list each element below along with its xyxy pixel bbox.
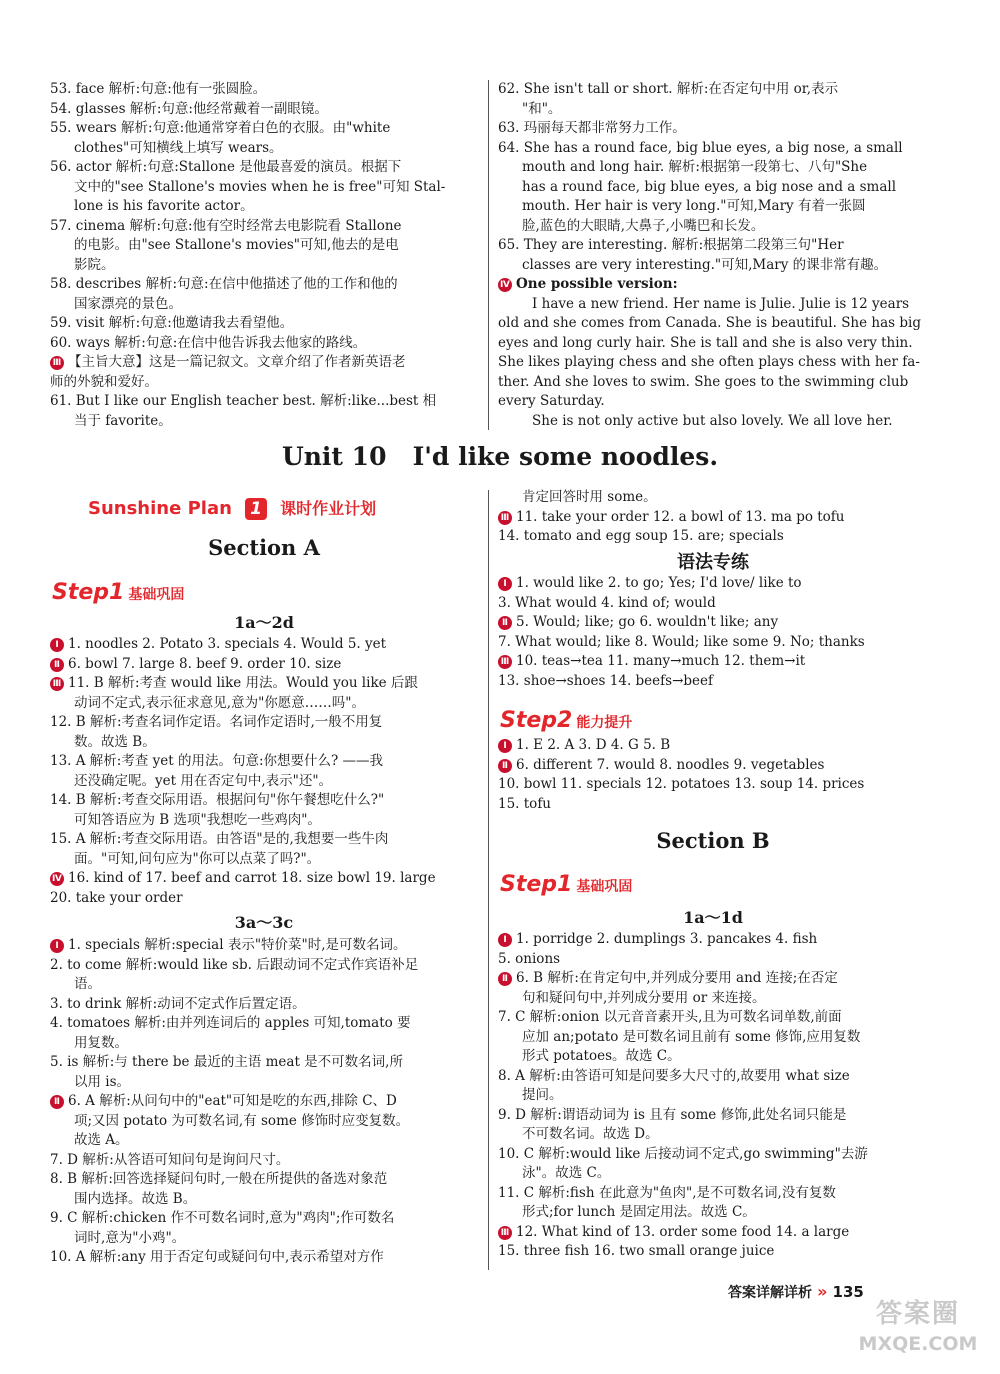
watermark-logo: [848, 1296, 988, 1366]
answer-line: 58. describes 解析:句意:在信中他描述了他的工作和他的: [50, 276, 398, 292]
section-badge: Ⅲ: [50, 356, 64, 370]
answer-line: 57. cinema 解析:句意:他有空时经常去电影院看 Stallone: [50, 217, 402, 234]
step-cn: 能力提升: [576, 715, 633, 731]
answer-line: 7. What would; like 8. Would; like some 9. No; thanks: [498, 633, 865, 650]
answer-line: 应加 an;potato 是可数名词且前有 some 修饰,应用复数: [522, 1028, 861, 1045]
section-badge: Ⅱ: [498, 616, 512, 630]
answer-line: 12. B 解析:考查名词作定语。名词作定语时,一般不用复: [50, 714, 383, 730]
step-word: Step: [52, 580, 110, 605]
answer-line: clothes"可知横线上填写 wears。: [74, 139, 283, 156]
answer-line: 64. She has a round face, big blue eyes, a big nose, a small: [498, 139, 903, 156]
answer-line: 面。"可知,问句应为"你可以点菜了吗?"。: [74, 850, 321, 867]
section-badge: Ⅳ: [50, 872, 64, 886]
answer-line: 54. glasses 解析:句意:他经常戴着一副眼镜。: [50, 100, 328, 117]
essay-line: ther. And she loves to swim. She goes to the swimming club: [498, 373, 909, 390]
section-badge: Ⅱ: [498, 972, 512, 986]
step-word: Step: [500, 872, 558, 897]
answer-line: classes are very interesting."可知,Mary 的课非常有趣。: [522, 256, 888, 273]
answer-line: 15. A 解析:考查交际用语。由答语"是的,我想要一些牛肉: [50, 831, 389, 847]
answer-line: 12. What kind of 13. order some food 14. a large: [516, 1223, 850, 1240]
column-divider-top: [488, 80, 489, 430]
answer-line: 不可数名词。故选 D。: [522, 1126, 659, 1142]
step-number: 1: [109, 580, 125, 605]
step2-block: [498, 736, 928, 814]
answer-line: 13. A 解析:考查 yet 的用法。句意:你想要什么? ——我: [50, 753, 384, 769]
section-badge: Ⅲ: [498, 655, 512, 669]
answer-line: 5. is 解析:与 there be 最近的主语 meat 是不可数名词,所: [50, 1054, 403, 1070]
answer-line: 63. 玛丽每天都非常努力工作。: [498, 120, 686, 136]
answer-line: 以用 is。: [74, 1073, 131, 1090]
answer-line: 1. would like 2. to go; Yes; I'd love/ like to: [516, 575, 802, 591]
answer-line: 1. specials 解析:special 表示"特价菜"时,是可数名词。: [68, 937, 407, 953]
answer-line: 10. teas→tea 11. many→much 12. them→it: [516, 653, 806, 669]
answer-line: 5. onions: [498, 950, 561, 967]
section-badge: Ⅰ: [498, 739, 512, 753]
answer-line: 59. visit 解析:句意:他邀请我去看望他。: [50, 315, 294, 331]
answer-line: 4. tomatoes 解析:由并列连词后的 apples 可知,tomato 要: [50, 1015, 411, 1031]
step-number: 1: [557, 872, 573, 897]
plan-number: 1: [245, 498, 267, 520]
step1-bar-a: [52, 580, 184, 610]
answer-line: 句和疑问句中,并列成分要用 or 来连接。: [522, 989, 766, 1006]
answer-line: 13. shoe→shoes 14. beefs→beef: [498, 672, 714, 689]
step-cn: 基础巩固: [576, 879, 633, 895]
answer-line: 当于 favorite。: [74, 412, 172, 429]
answer-line: 10. C 解析:would like 后接动词不定式,go swimming"去游: [498, 1145, 868, 1162]
answer-line: 可知答语应为 B 选项"我想吃一些鸡肉"。: [74, 811, 321, 828]
section-badge: Ⅱ: [50, 658, 64, 672]
answer-line: 1. noodles 2. Potato 3. specials 4. Would 5. yet: [68, 636, 387, 652]
sunshine-plan-header: [88, 496, 376, 522]
section-badge: Ⅰ: [50, 939, 64, 953]
answer-line: 9. C 解析:chicken 作不可数名词时,意为"鸡肉";作可数名: [50, 1210, 395, 1226]
grammar-title: 语法专练: [677, 552, 749, 573]
answer-line: 泳"。故选 C。: [522, 1165, 611, 1181]
section-badge: Ⅰ: [50, 638, 64, 652]
answer-line: 10. bowl 11. specials 12. potatoes 13. soup 14. prices: [498, 776, 865, 792]
answer-line: 6. different 7. would 8. noodles 9. vegetables: [516, 756, 825, 773]
essay-line: She is not only active but also lovely. We all love her.: [532, 412, 893, 429]
answer-line: 11. B 解析:考查 would like 用法。Would you like 后跟: [68, 675, 418, 691]
plan-name: Sunshine Plan: [88, 498, 232, 519]
answer-line: 肯定回答时用 some。: [522, 489, 657, 505]
step-number: 2: [557, 708, 573, 733]
answer-line: 用复数。: [74, 1034, 128, 1051]
answer-line: 数。故选 B。: [74, 733, 156, 750]
essay-line: She likes playing chess and she often plays chess with her fa-: [498, 354, 920, 370]
top-right-column: [498, 80, 928, 431]
right-top-block: [498, 488, 928, 547]
answer-line: mouth and long hair. 解析:根据第一段第七、八句"She: [522, 159, 868, 175]
answer-line: 7. D 解析:从答语可知问句是询问尺寸。: [50, 1151, 290, 1168]
grammar-block: [498, 574, 928, 691]
sectionb-block: [498, 930, 928, 1262]
section-badge: Ⅱ: [498, 759, 512, 773]
answer-line: 55. wears 解析:句意:他通常穿着白色的衣服。由"white: [50, 120, 391, 136]
answer-line: 国家漂亮的景色。: [74, 295, 182, 312]
answer-line: 提问。: [522, 1087, 563, 1103]
answer-line: 5. Would; like; go 6. wouldn't like; any: [516, 614, 779, 630]
answer-line: 65. They are interesting. 解析:根据第二段第三句"Her: [498, 237, 844, 253]
step2-bar: [500, 708, 632, 738]
answer-line: 15. tofu: [498, 795, 552, 812]
range-title: 1a～2d: [234, 613, 294, 632]
section-badge: Ⅳ: [498, 278, 512, 292]
range-title: 1a～1d: [683, 908, 743, 927]
answer-line: "和"。: [522, 100, 562, 117]
answer-line: 53. face 解析:句意:他有一张圆脸。: [50, 81, 267, 97]
answer-line: 11. take your order 12. a bowl of 13. ma po tofu: [516, 508, 845, 525]
answer-line: 影院。: [74, 256, 115, 273]
answer-line: 14. B 解析:考查交际用语。根据问句"你午餐想吃什么?": [50, 792, 385, 808]
essay-line: old and she comes from Canada. She is beautiful. She has big: [498, 315, 921, 331]
answer-line: 脸,蓝色的大眼睛,大鼻子,小嘴巴和长发。: [522, 217, 765, 234]
answer-line: 形式;for lunch 是固定用法。故选 C。: [522, 1204, 756, 1220]
answer-line: 形式 potatoes。故选 C。: [522, 1048, 681, 1064]
answer-line: 7. C 解析:onion 以元音音素开头,且为可数名词单数,前面: [498, 1009, 842, 1025]
answer-line: 1. porridge 2. dumplings 3. pancakes 4. fish: [516, 931, 818, 947]
section-badge: Ⅰ: [498, 933, 512, 947]
answer-line: 14. tomato and egg soup 15. are; specials: [498, 528, 784, 544]
step-cn: 基础巩固: [128, 587, 185, 603]
summary-line: 师的外貌和爱好。: [50, 373, 158, 390]
answer-line: 的电影。由"see Stallone's movies"可知,他去的是电: [74, 237, 399, 253]
range-title: 3a～3c: [234, 913, 294, 932]
answer-line: 围内选择。故选 B。: [74, 1190, 197, 1207]
section-badge: Ⅲ: [50, 677, 64, 691]
left-block-2: [50, 936, 478, 1268]
left-block-1: [50, 635, 478, 908]
essay-title: One possible version:: [516, 276, 678, 292]
section-badge: Ⅲ: [498, 511, 512, 525]
section-badge: Ⅰ: [498, 577, 512, 591]
unit-title: Unit 10 I'd like some noodles.: [281, 442, 719, 471]
answer-line: 62. She isn't tall or short. 解析:在否定句中用 or,表示: [498, 81, 839, 97]
answer-line: 词时,意为"小鸡"。: [74, 1229, 186, 1246]
section-badge: Ⅲ: [498, 1226, 512, 1240]
top-left-column: [50, 80, 478, 431]
essay-line: every Saturday.: [498, 393, 605, 409]
answer-line: 8. B 解析:回答选择疑问句时,一般在所提供的备选对象范: [50, 1171, 388, 1187]
answer-line: 15. three fish 16. two small orange juice: [498, 1243, 775, 1259]
step1-bar-b: [500, 872, 632, 902]
answer-line: 动词不定式,表示征求意见,意为"你愿意……吗"。: [74, 694, 366, 711]
answer-line: 61. But I like our English teacher best. 解析:like...best 相: [50, 393, 437, 409]
answer-line: 3. What would 4. kind of; would: [498, 594, 716, 611]
answer-line: 1. E 2. A 3. D 4. G 5. B: [516, 737, 671, 753]
answer-line: 6. bowl 7. large 8. beef 9. order 10. size: [68, 655, 342, 672]
step-word: Step: [500, 708, 558, 733]
answer-line: 56. actor 解析:句意:Stallone 是他最喜爱的演员。根据下: [50, 159, 402, 175]
essay-line: I have a new friend. Her name is Julie. Julie is 12 years: [532, 295, 910, 312]
answer-line: mouth. Her hair is very long."可知,Mary 有着一张圆: [522, 198, 866, 214]
answer-line: 6. B 解析:在肯定句中,并列成分要用 and 连接;在否定: [516, 970, 838, 986]
answer-line: has a round face, big blue eyes, a big nose and a small: [522, 178, 897, 195]
answer-line: 60. ways 解析:句意:在信中他告诉我去他家的路线。: [50, 334, 367, 351]
answer-line: 20. take your order: [50, 889, 183, 906]
section-a-title: Section A: [208, 535, 320, 560]
answer-line: 文中的"see Stallone's movies when he is free"可知 Stal-: [74, 178, 446, 195]
section-b-title: Section B: [656, 828, 770, 853]
answer-line: 16. kind of 17. beef and carrot 18. size bowl 19. large: [68, 870, 436, 886]
watermark-top: 答案圈: [875, 1299, 960, 1329]
answer-line: 8. A 解析:由答语可知是问要多大尺寸的,故要用 what size: [498, 1067, 850, 1084]
answer-line: 10. A 解析:any 用于否定句或疑问句中,表示希望对方作: [50, 1249, 384, 1265]
answer-line: 11. C 解析:fish 在此意为"鱼肉",是不可数名词,没有复数: [498, 1184, 836, 1201]
answer-line: 3. to drink 解析:动词不定式作后置定语。: [50, 995, 306, 1012]
essay-line: eyes and long curly hair. She is tall and she is also very thin.: [498, 334, 913, 351]
answer-line: 语。: [74, 976, 101, 992]
answer-line: 故选 A。: [74, 1132, 129, 1148]
page-footer: [728, 1282, 864, 1302]
answer-line: 6. A 解析:从问句中的"eat"可知是吃的东西,排除 C、D: [68, 1093, 397, 1109]
footer-arrows-icon: »: [817, 1282, 828, 1301]
answer-line: lone is his favorite actor。: [74, 198, 254, 214]
answer-line: 还没确定呢。yet 用在否定句中,表示"还"。: [74, 772, 333, 789]
section-badge: Ⅱ: [50, 1095, 64, 1109]
answer-line: 2. to come 解析:would like sb. 后跟动词不定式作宾语补足: [50, 956, 419, 973]
answer-line: 9. D 解析:谓语动词为 is 且有 some 修饰,此处名词只能是: [498, 1106, 847, 1123]
footer-label: 答案详解详析: [728, 1285, 812, 1301]
watermark-bottom: MXQE.COM: [858, 1333, 978, 1355]
answer-line: 项;又因 potato 为可数名词,有 some 修饰时应变复数。: [74, 1112, 410, 1129]
summary-line: 【主旨大意】这是一篇记叙文。文章介绍了作者新英语老: [68, 354, 406, 370]
page-number: 135: [832, 1283, 864, 1301]
column-divider-bottom: [488, 490, 489, 1270]
plan-cn: 课时作业计划: [280, 499, 377, 518]
